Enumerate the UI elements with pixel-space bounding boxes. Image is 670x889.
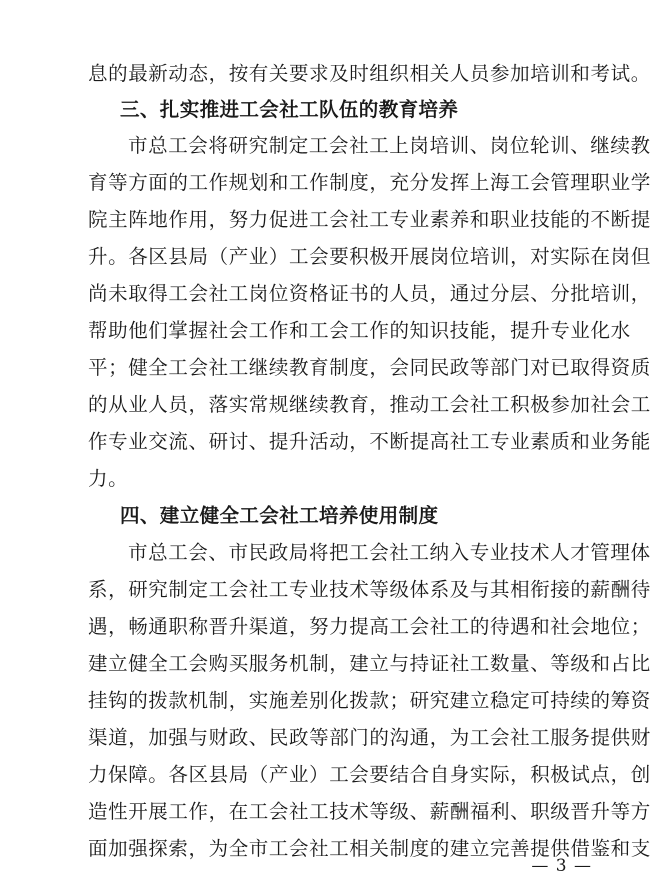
text-line: 建立健全工会购买服务机制，建立与持证社工数量、等级和占比 <box>88 652 651 675</box>
text-line: 院主阵地作用，努力促进工会社工专业素养和职业技能的不断提 <box>88 208 651 231</box>
text-line: 尚未取得工会社工岗位资格证书的人员，通过分层、分批培训， <box>88 282 651 305</box>
text-line: 的从业人员，落实常规继续教育，推动工会社工积极参加社会工 <box>88 393 651 416</box>
page-number: — 3 — <box>531 856 592 876</box>
text-line: 系，研究制定工会社工专业技术等级体系及与其相衔接的薪酬待 <box>88 578 651 601</box>
text-line: 平；健全工会社工继续教育制度，会同民政等部门对已取得资质 <box>88 356 651 379</box>
text-line: 造性开展工作，在工会社工技术等级、薪酬福利、职级晋升等方 <box>88 800 651 823</box>
text-line: 升。各区县局（产业）工会要积极开展岗位培训，对实际在岗但 <box>88 245 651 268</box>
section-heading-3: 三、扎实推进工会社工队伍的教育培养 <box>120 98 459 121</box>
text-line: 力保障。各区县局（产业）工会要结合自身实际，积极试点，创 <box>88 763 651 786</box>
text-line: 作专业交流、研讨、提升活动，不断提高社工专业素质和业务能 <box>88 430 651 453</box>
text-line: 渠道，加强与财政、民政等部门的沟通，为工会社工服务提供财 <box>88 726 651 749</box>
text-line: 面加强探索，为全市工会社工相关制度的建立完善提供借鉴和支 <box>88 837 651 860</box>
text-line: 市总工会将研究制定工会社工上岗培训、岗位轮训、继续教 <box>128 134 651 157</box>
section-heading-4: 四、建立健全工会社工培养使用制度 <box>120 504 439 527</box>
text-line: 息的最新动态，按有关要求及时组织相关人员参加培训和考试。 <box>88 62 651 85</box>
text-line: 挂钩的拨款机制，实施差别化拨款；研究建立稳定可持续的筹资 <box>88 689 651 712</box>
text-line: 市总工会、市民政局将把工会社工纳入专业技术人才管理体 <box>128 541 651 564</box>
text-line: 育等方面的工作规划和工作制度，充分发挥上海工会管理职业学 <box>88 171 651 194</box>
text-line: 遇，畅通职称晋升渠道，努力提高工会社工的待遇和社会地位； <box>88 615 651 638</box>
text-line: 帮助他们掌握社会工作和工会工作的知识技能，提升专业化水 <box>88 319 631 342</box>
text-line: 力。 <box>88 467 129 490</box>
